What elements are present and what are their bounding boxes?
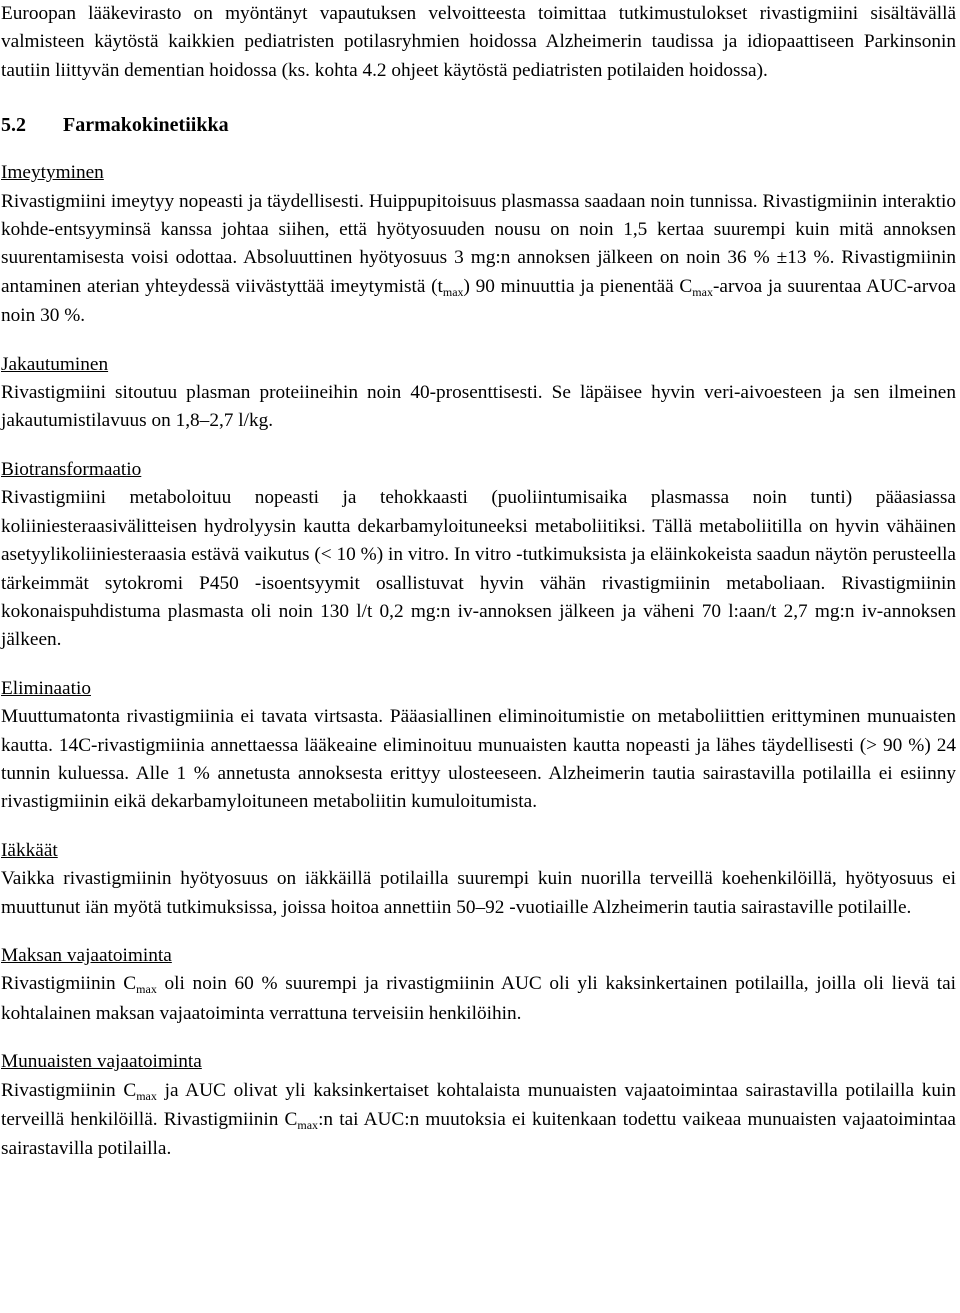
subheading-jakautuminen: Jakautuminen xyxy=(1,353,109,375)
subheading-eliminaatio: Eliminaatio xyxy=(1,677,91,699)
section-heading xyxy=(1,111,956,139)
intro-paragraph: Euroopan lääkevirasto on myöntänyt vapautuksen velvoitteesta toimittaa tutkimustulokset rivastigmiini sisältävällä valmisteen käytöstä kaikkien pediatristen potilasryhmien hoidossa Alzheimerin taudissa ja idiopaattiseen Parkinsonin tautiin liittyvän dementian hoidossa (ks. kohta 4.2 ohjeet käytöstä pediatristen potilaiden hoidossa). xyxy=(1,3,956,81)
paragraph-maksan-vajaatoiminta: Rivastigmiinin $C_{max}$ oli noin 60 % suurempi ja rivastigmiinin AUC oli yli kaksinkertainen potilailla, joilla oli lievä tai kohtalainen maksan vajaatoiminta verrattuna terveisiin henkilöihin. xyxy=(1,973,957,1024)
subheading-munuaisten-vajaatoiminta: Munuaisten vajaatoiminta xyxy=(1,1051,202,1073)
paragraph-biotransformaatio: Rivastigmiini metaboloituu nopeasti ja tehokkaasti (puoliintumisaika plasmassa noin tunti) pääasiassa koliiniesteraasivälitteisen hydrolyysin kautta dekarbamyloituneeksi metaboliitiksi. Tällä metaboliitilla on hyvin vähäinen asetyylikoliiniesteraasia estävä vaikutus (< 10 %) in vitro. In vitro -tutkimuksista ja eläinkokeista saadun näytön perusteella tärkeimmät sytokromi P450 -isoentsyymit osallistuvat hyvin vähän rivastigmiinin metaboliaan. Rivastigmiinin kokonaispuhdistuma plasmasta oli noin 130 l/t 0,2 mg:n iv-annoksen jälkeen ja väheni 70 l:aan/t 2,7 mg:n iv-annoksen jälkeen. xyxy=(1,487,956,651)
paragraph-iakkaat: Vaikka rivastigmiinin hyötyosuus on iäkkäillä potilailla suurempi kuin nuorilla terveillä koehenkilöillä, hyötyosuus ei muuttunut iän myötä tutkimuksissa, joissa hoitoa annettiin 50–92 -vuotiaille Alzheimerin tautia sairastaville potilaille. xyxy=(1,868,956,918)
subheading-iakkaat: Iäkkäät xyxy=(1,839,58,861)
section-title: Farmakokinetiikka xyxy=(63,114,229,137)
paragraph-jakautuminen: Rivastigmiini sitoutuu plasman proteiineihin noin 40-prosenttisesti. Se läpäisee hyvin veri-aivoesteen ja sen ilmeinen jakautumistilavuus on 1,8–2,7 l/kg. xyxy=(1,382,956,432)
paragraph-eliminaatio: Muuttumatonta rivastigmiinia ei tavata virtsasta. Pääasiallinen eliminoitumistie on metaboliittien erittyminen munuaisten kautta. 14C-rivastigmiinia annettaessa lääkeaine eliminoituu munuaisten kautta nopeasti ja lähes täydellisesti (> 90 %) 24 tunnin kuluessa. Alle 1 % annetusta annoksesta erittyy ulosteeseen. Alzheimerin tautia sairastavilla potilailla ei esiinny rivastigmiinin eikä dekarbamyloituneen metaboliitin kumuloitumista. xyxy=(1,706,956,813)
section-number: 5.2 xyxy=(1,114,26,137)
subheading-maksan-vajaatoiminta: Maksan vajaatoiminta xyxy=(1,944,172,966)
subheading-biotransformaatio: Biotransformaatio xyxy=(1,458,142,480)
paragraph-munuaisten-vajaatoiminta: Rivastigmiinin $C_{max}$ ja AUC olivat yli kaksinkertaiset kohtalaista munuaisten vajaatoimintaa sairastavilla potilailla kuin terveillä henkilöillä. Rivastigmiinin $C_{max}:n$ tai AUC:n muutoksia ei kuitenkaan todettu vaikeaa munuaisten vajaatoimintaa sairastavilla potilailla. xyxy=(1,1079,956,1160)
paragraph-imeytyminen: Rivastigmiini imeytyy nopeasti ja täydellisesti. Huippupitoisuus plasmassa saadaan noin tunnissa. Rivastigmiinin interaktio kohde-entsyyminsä kanssa johtaa siihen, että hyötyosuuden nousu on noin 1,5 kertaa suurempi kuin mitä annoksen suurentamisesta voisi odottaa. Absoluuttinen hyötyosuus 3 mg:n annoksen jälkeen on noin 36 % ±13 %. Rivastigmiinin antaminen aterian yhteydessä viivästyttää imeytymistä $(t_{max})$ 90 minuuttia ja pienentää $C_{max}$-arvoa ja suurentaa AUC-arvoa noin 30 %. xyxy=(1,190,956,327)
subheading-imeytyminen: Imeytyminen xyxy=(1,162,104,184)
